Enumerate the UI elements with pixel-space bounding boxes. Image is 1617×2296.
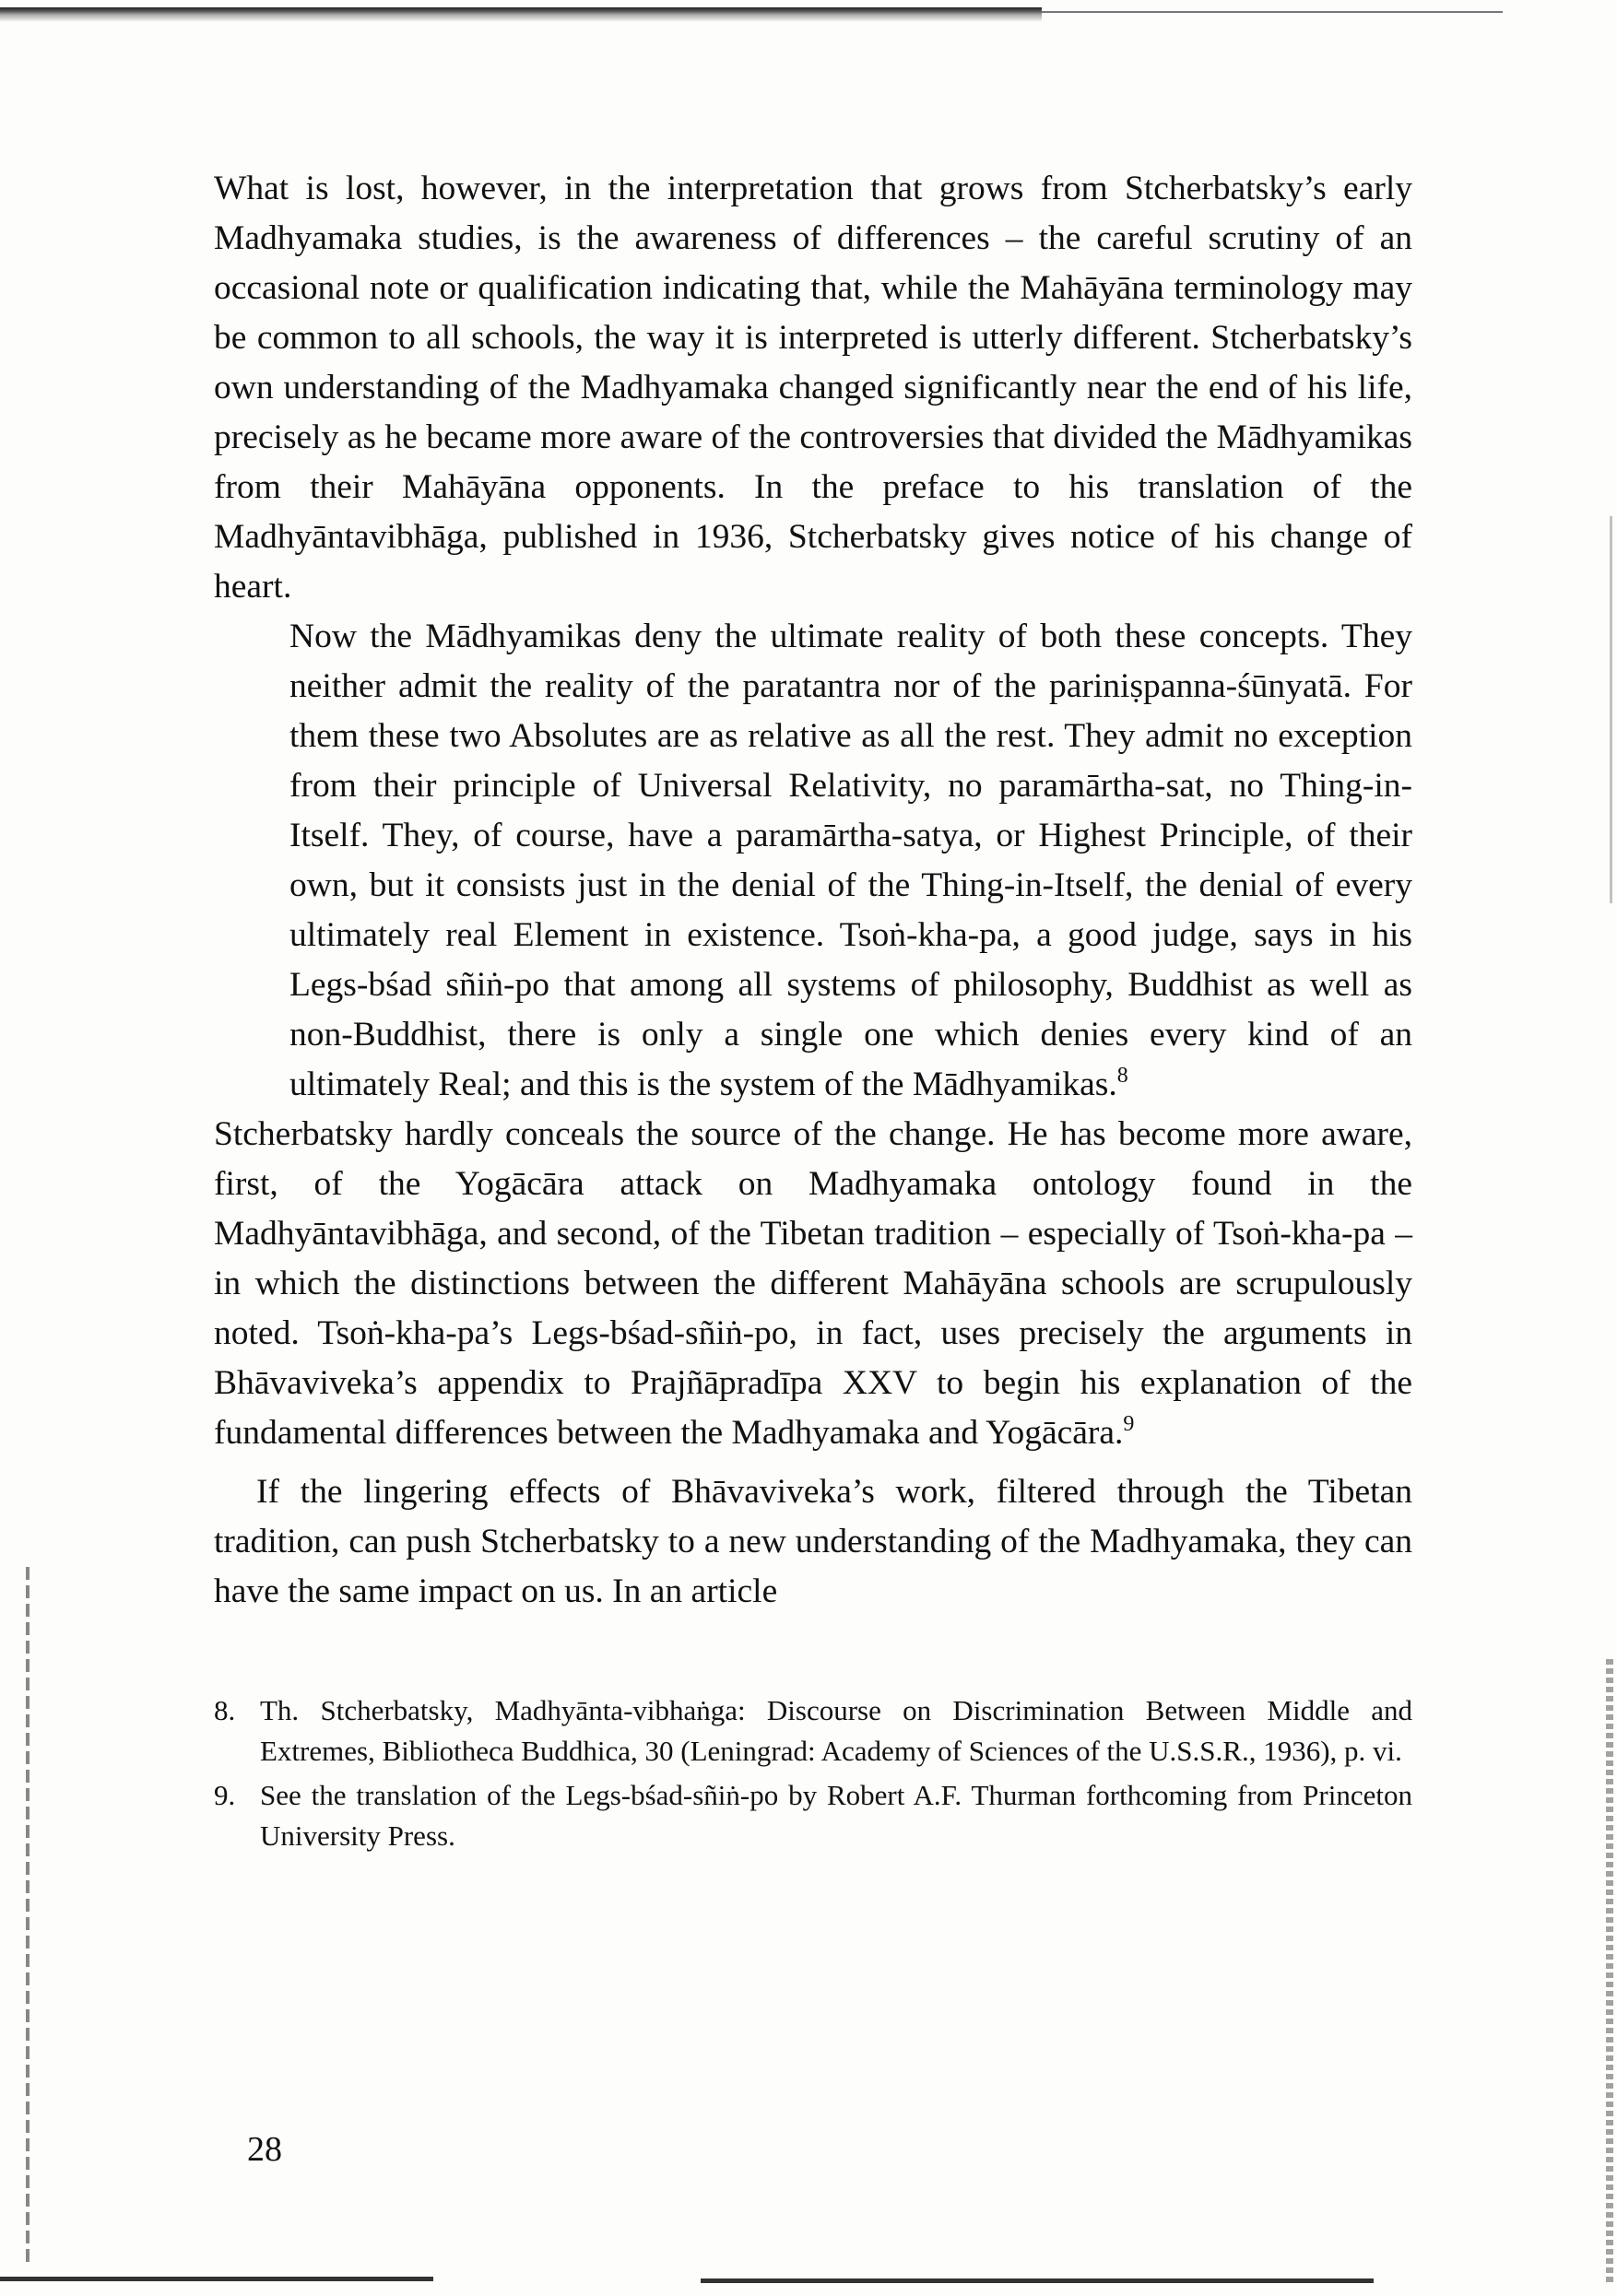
page-number: 28: [247, 2130, 282, 2169]
scan-edge-bottom-right: [701, 2278, 1374, 2283]
footnotes: [214, 1690, 1412, 1856]
scan-edge-left: [26, 1567, 30, 2267]
footnote-number: 8.: [214, 1694, 236, 1726]
page-content: [214, 164, 1412, 1860]
block-quote: [289, 612, 1412, 1110]
body-paragraph-2: [214, 1110, 1412, 1458]
footnote-8: [214, 1690, 1412, 1772]
footnote-text: See the translation of the Legs-bśad-sñiṅ-po by Robert A.F. Thurman forthcoming from Princeton University Press.: [260, 1779, 1412, 1852]
scan-edge-right-mid: [1610, 516, 1612, 903]
block-quote-text: Now the Mādhyamikas deny the ultimate reality of both these concepts. They neither admit the reality of the paratantra nor of the pariniṣpanna-śūnyatā. For them these two Absolutes are as relative as all the rest. They admit no exception from their principle of Universal Relativity, no paramārtha-sat, no Thing-in-Itself. They, of course, have a paramārtha-satya, or Highest Principle, of their own, but it consists just in the denial of the Thing-in-Itself, the denial of every ultimately real Element in existence. Tsoṅ-kha-pa, a good judge, says in his Legs-bśad sñiṅ-po that among all systems of philosophy, Buddhist as well as non-Buddhist, there is only a single one which denies every kind of an ultimately Real; and this is the system of the Mādhyamikas.: [289, 618, 1412, 1103]
scan-edge-top-line: [1042, 11, 1503, 13]
scan-edge-top: [0, 7, 1042, 22]
body-paragraph-2-text: Stcherbatsky hardly conceals the source of the change. He has become more aware, first, of the Yogācāra attack on Madhyamaka ontology found in the Madhyāntavibhāga, and second, of the Tibetan tradition – especially of Tsoṅ-kha-pa – in which the distinctions between the different Mahāyāna schools are scrupulously noted. Tsoṅ-kha-pa’s Legs-bśad-sñiṅ-po, in fact, uses precisely the arguments in Bhāvaviveka’s appendix to Prajñāpradīpa XXV to begin his explanation of the fundamental differences between the Madhyamaka and Yogācāra.: [214, 1115, 1412, 1452]
scan-edge-bottom-left: [0, 2277, 433, 2281]
footnote-text: Th. Stcherbatsky, Madhyānta-vibhaṅga: Discourse on Discrimination Between Middle and Extremes, Bibliotheca Buddhica, 30 (Leningrad: Academy of Sciences of the U.S.S.R., 1936), p. vi.: [260, 1694, 1412, 1767]
footnote-ref-9[interactable]: 9: [1123, 1412, 1135, 1436]
scan-edge-right: [1606, 1659, 1613, 2286]
footnote-number: 9.: [214, 1779, 236, 1811]
body-paragraph-3: If the lingering effects of Bhāvaviveka’s work, filtered through the Tibetan tradition, can push Stcherbatsky to a new understanding of the Madhyamaka, they can have the same impact on us. In an article: [214, 1473, 1412, 1610]
body-paragraph-1: What is lost, however, in the interpretation that grows from Stcherbatsky’s early Madhyamaka studies, is the awareness of differences – the careful scrutiny of an occasional note or qualification indicating that, while the Mahāyāna terminology may be common to all schools, the way it is interpreted is utterly different. Stcherbatsky’s own understanding of the Madhyamaka changed significantly near the end of his life, precisely as he became more aware of the controversies that divided the Mādhyamikas from their Mahāyāna opponents. In the preface to his translation of the Madhyāntavibhāga, published in 1936, Stcherbatsky gives notice of his change of heart.: [214, 170, 1412, 606]
footnote-9: [214, 1775, 1412, 1856]
footnote-ref-8[interactable]: 8: [1116, 1064, 1128, 1088]
